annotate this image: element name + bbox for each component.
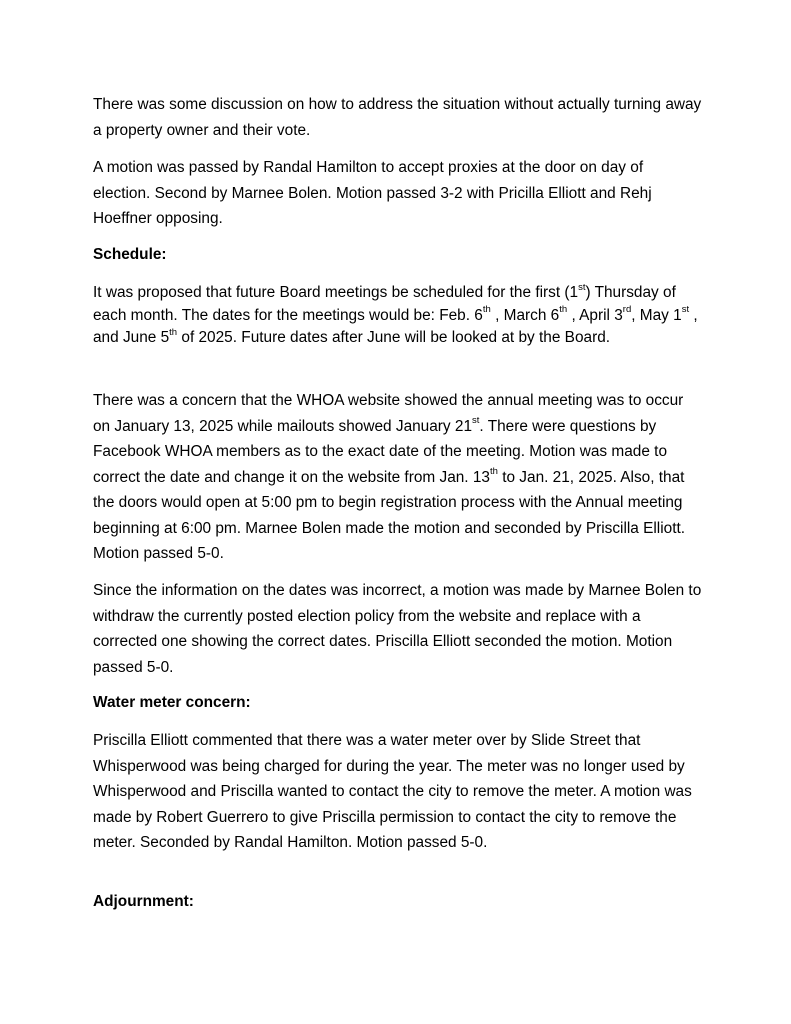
schedule-text: , March 6 [490,306,560,324]
superscript: st [681,304,690,316]
superscript: th [559,304,568,316]
superscript: th [489,466,498,478]
paragraph-website-date [93,388,703,567]
website-text: to Jan. 21, 2025. Also, that the doors would open at 5:00 pm to begin registration process with the Annual meeting beginning at 6:00 pm. Marnee Bolen made the motion and seconded by Priscilla Elliott. Motion passed 5-0. [93,468,686,562]
paragraph-schedule [93,282,703,350]
heading-schedule: Schedule: [93,246,167,263]
superscript: st [578,281,586,293]
heading-water-meter: Water meter concern: [93,694,251,711]
superscript: st [472,415,480,427]
website-text: There was a concern that the WHOA website showed the annual meeting was to occur on January 13, 2025 while mailouts showed January 21 [93,392,684,435]
superscript: th [169,326,178,338]
paragraph-withdraw-policy: Since the information on the dates was incorrect, a motion was made by Marnee Bolen to withdraw the currently posted election policy from the website and replace with a corrected one showing the correct dates. Priscilla Elliott seconded the motion. Motion passed 5-0. [93,582,702,676]
paragraph-discussion: There was some discussion on how to address the situation without actually turning away a property owner and their vote. [93,96,702,139]
website-text: . There were questions by Facebook WHOA members as to the exact date of the meeting. Motion was made to correct the date and change it on the website from Jan. 13 [93,417,668,486]
superscript: rd [622,304,632,316]
heading-adjournment: Adjournment: [93,893,194,910]
schedule-text: , and June 5 [93,306,698,346]
paragraph-proxies-motion: A motion was passed by Randal Hamilton to accept proxies at the door on day of election. Second by Marnee Bolen. Motion passed 3-2 with Pricilla Elliott and Rehj Hoeffner opposing. [93,159,652,227]
schedule-text: of 2025. Future dates after June will be looked at by the Board. [177,329,611,346]
schedule-text: , May 1 [631,306,682,324]
schedule-text: ) Thursday of each month. The dates for the meetings would be: Feb. 6 [93,284,676,324]
schedule-text: , April 3 [567,306,623,324]
paragraph-water-meter: Priscilla Elliott commented that there was a water meter over by Slide Street that Whisperwood was being charged for during the year. The meter was no longer used by Whisperwood and Priscilla wanted to contact the city to remove the meter. A motion was made by Robert Guerrero to give Priscilla permission to contact the city to remove the meter. Seconded by Randal Hamilton. Motion passed 5-0. [93,732,692,851]
superscript: th [482,304,491,316]
schedule-text: It was proposed that future Board meetings be scheduled for the first (1 [93,284,579,301]
